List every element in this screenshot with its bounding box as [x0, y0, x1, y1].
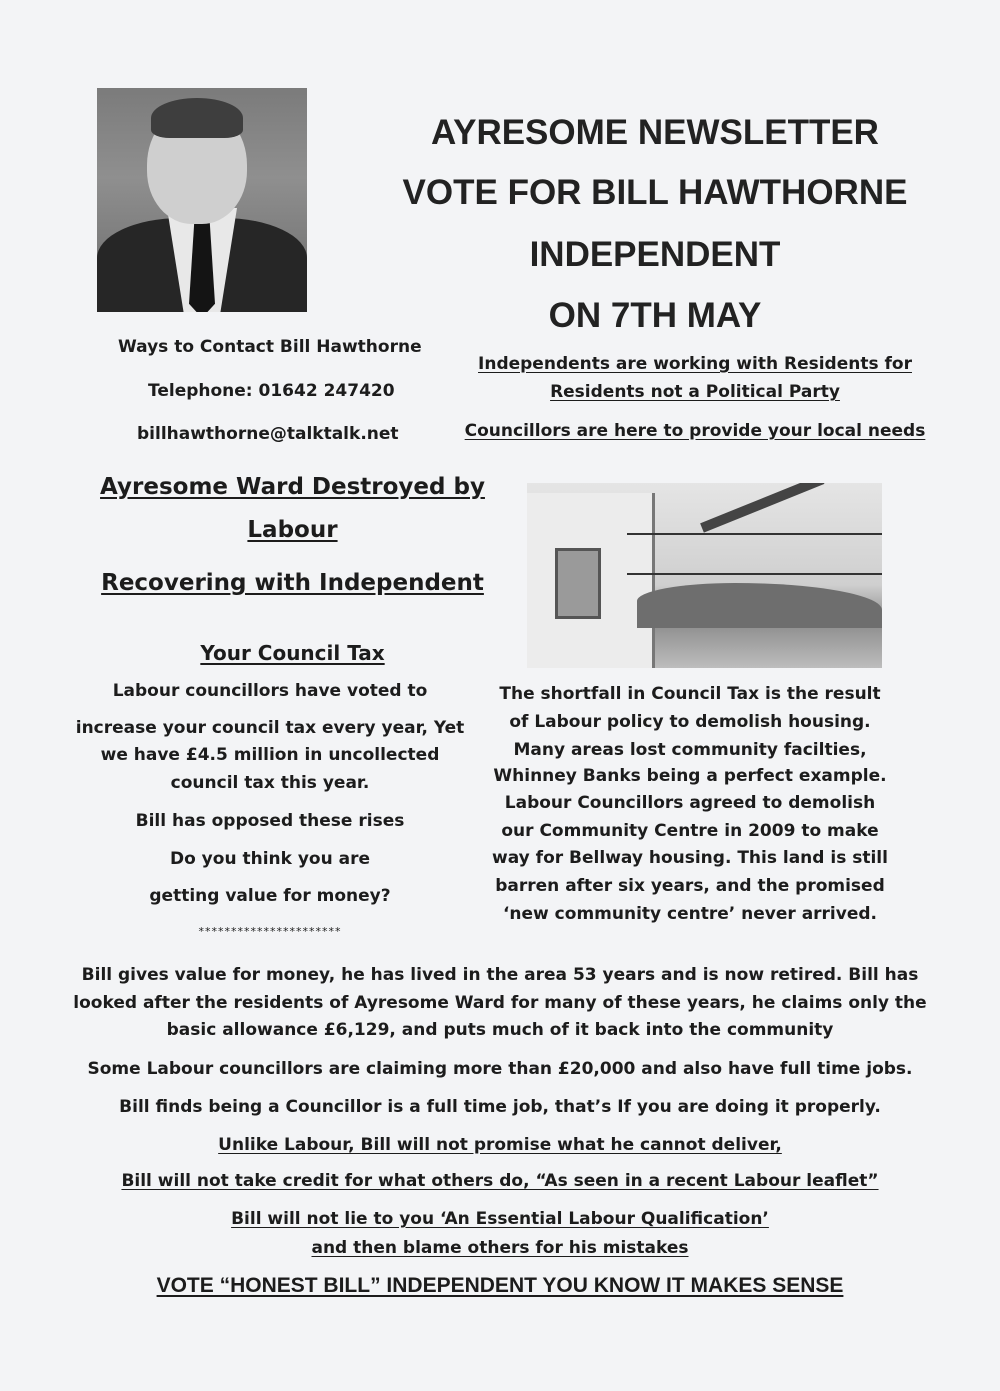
ward-subtitle: Recovering with Independent [101, 570, 484, 596]
independents-line-1: Independents are working with Residents for [478, 354, 912, 374]
value-line-3: basic allowance £6,129, and puts much of it back into the community [166, 1020, 834, 1040]
council-tax-line: Labour councillors have voted to [112, 681, 428, 701]
lie-line-2: and then blame others for his mistakes [311, 1238, 689, 1258]
vote-headline: VOTE FOR BILL HAWTHORNE [402, 173, 908, 212]
contact-heading: Ways to Contact Bill Hawthorne [118, 337, 422, 357]
council-tax-line: increase your council tax every year, Yet [75, 718, 465, 738]
shortfall-line: barren after six years, and the promised [495, 876, 885, 896]
value-line-2: looked after the residents of Ayresome Ward for many of these years, he claims only the [73, 993, 927, 1013]
shortfall-line: our Community Centre in 2009 to make [501, 821, 879, 841]
council-tax-line: Do you think you are [169, 849, 371, 869]
value-line-1: Bill gives value for money, he has lived in the area 53 years and is now retired. Bill has [81, 965, 919, 985]
council-tax-title: Your Council Tax [200, 641, 385, 665]
full-time-job: Bill finds being a Councillor is a full time job, that’s If you are doing it properly. [119, 1097, 881, 1117]
contact-email: billhawthorne@talktalk.net [137, 424, 399, 444]
promise-line: Unlike Labour, Bill will not promise what he cannot deliver, [218, 1135, 782, 1155]
shortfall-line: of Labour policy to demolish housing. [509, 712, 871, 732]
independents-line-2: Residents not a Political Party [550, 382, 840, 402]
demolition-photo [527, 483, 882, 668]
shortfall-line: Many areas lost community facilties, [513, 740, 867, 760]
lie-line-1: Bill will not lie to you ‘An Essential Labour Qualification’ [231, 1209, 769, 1229]
council-tax-line: we have £4.5 million in uncollected [100, 745, 440, 765]
labour-claims: Some Labour councillors are claiming more than £20,000 and also have full time jobs. [87, 1059, 913, 1079]
shortfall-line: way for Bellway housing. This land is still [492, 848, 888, 868]
election-date: ON 7TH MAY [548, 296, 762, 335]
separator-stars: ********************** [198, 925, 342, 938]
ward-title-line-1: Ayresome Ward Destroyed by [100, 474, 485, 500]
credit-line: Bill will not take credit for what others do, “As seen in a recent Labour leaflet” [121, 1171, 879, 1191]
newsletter-title: AYRESOME NEWSLETTER [431, 113, 879, 152]
independents-line-3: Councillors are here to provide your local needs [464, 421, 926, 441]
council-tax-line: Bill has opposed these rises [135, 811, 405, 831]
shortfall-line: ‘new community centre’ never arrived. [502, 904, 878, 924]
shortfall-line: The shortfall in Council Tax is the result [499, 684, 881, 704]
closing-slogan: VOTE “HONEST BILL” INDEPENDENT YOU KNOW IT MAKES SENSE [156, 1274, 844, 1297]
ward-title-line-2: Labour [247, 517, 338, 543]
contact-telephone: Telephone: 01642 247420 [148, 381, 395, 401]
candidate-photo [97, 88, 307, 312]
shortfall-line: Whinney Banks being a perfect example. [493, 766, 887, 786]
shortfall-line: Labour Councillors agreed to demolish [504, 793, 876, 813]
council-tax-line: getting value for money? [149, 886, 391, 906]
council-tax-line: council tax this year. [170, 773, 370, 793]
independent-headline: INDEPENDENT [529, 235, 781, 274]
